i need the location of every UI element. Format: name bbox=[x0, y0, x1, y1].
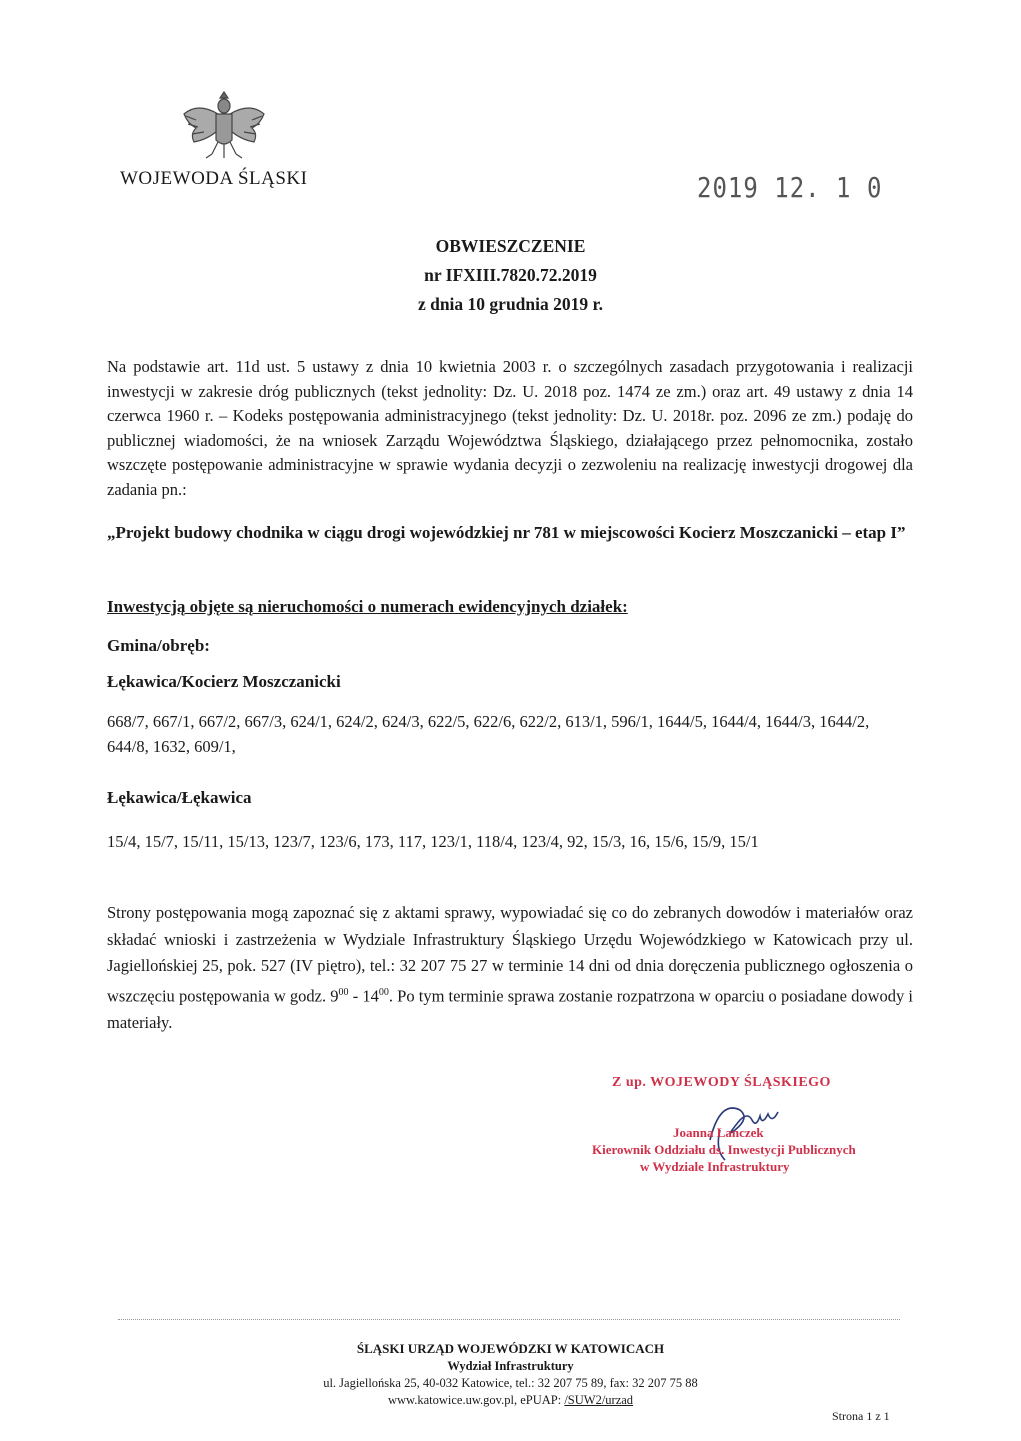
footer-department: Wydział Infrastruktury bbox=[447, 1359, 574, 1373]
investment-heading: Inwestycją objęte są nieruchomości o numerach ewidencyjnych działek: bbox=[107, 597, 628, 616]
signature-authority: Z up. WOJEWODY ŚLĄSKIEGO bbox=[612, 1075, 831, 1090]
plot-numbers-list: 15/4, 15/7, 15/11, 15/13, 123/7, 123/6, 173, 117, 123/1, 118/4, 123/4, 92, 15/3, 16, 15/6, 15/9, 15/1 bbox=[107, 832, 759, 851]
area-name: Łękawica/Łękawica bbox=[107, 788, 252, 807]
signatory-department: w Wydziale Infrastruktury bbox=[640, 1159, 790, 1174]
issuer-name: WOJEWODA ŚLĄSKI bbox=[120, 168, 308, 189]
received-date-stamp: 2019 12. 1 0 bbox=[697, 171, 883, 205]
procedure-paragraph bbox=[107, 900, 913, 1036]
plot-numbers-list: 668/7, 667/1, 667/2, 667/3, 624/1, 624/2, 624/3, 622/5, 622/6, 622/2, 613/1, 596/1, 1644/5, 1644/4, 1644/3, 1644/2, 644/8, 1632, 609/1, bbox=[107, 712, 870, 756]
signatory-role: Kierownik Oddziału ds. Inwestycji Publicznych bbox=[592, 1142, 856, 1157]
gmina-label: Gmina/obręb: bbox=[107, 636, 210, 655]
title-line-1: OBWIESZCZENIE bbox=[435, 236, 586, 256]
signatory-name: Joanna Lanczek bbox=[673, 1125, 764, 1140]
document-title bbox=[0, 232, 1021, 319]
polish-eagle-emblem-icon bbox=[178, 84, 270, 164]
footer-divider bbox=[118, 1319, 900, 1320]
footer-institution: ŚLĄSKI URZĄD WOJEWÓDZKI W KATOWICACH bbox=[356, 1341, 665, 1356]
legal-basis-paragraph: Na podstawie art. 11d ust. 5 ustawy z dnia 10 kwietnia 2003 r. o szczególnych zasadach przygotowania i realizacji inwestycji w zakresie dróg publicznych (tekst jednolity: Dz. U. 2018 poz. 1474 ze zm.) oraz art. 49 ustawy z dnia 14 czerwca 1960 r. – Kodeks postępowania administracyjnego (tekst jednolity: Dz. U. 2018r. poz. 2096 ze zm.) podaję do publicznej wiadomości, że na wniosek Zarządu Województwa Śląskiego, działającego przez pełnomocnika, zostało wszczęte postępowanie administracyjne w sprawie wydania decyzji o zezwoleniu na realizację inwestycji drogowej dla zadania pn.: bbox=[107, 357, 913, 499]
footer-address: ul. Jagiellońska 25, 40-032 Katowice, tel.: 32 207 75 89, fax: 32 207 75 88 bbox=[323, 1376, 698, 1390]
area-name: Łękawica/Kocierz Moszczanicki bbox=[107, 672, 341, 691]
page-number: Strona 1 z 1 bbox=[832, 1409, 890, 1423]
hour-to-superscript: 00 bbox=[378, 986, 389, 998]
hour-from-superscript: 00 bbox=[338, 986, 349, 998]
footer-web bbox=[0, 1392, 1021, 1409]
procedure-text-end: . Po tym terminie sprawa zostanie rozpatrzona w oparciu o posiadane dowody i materiały. bbox=[107, 986, 913, 1032]
title-line-3: z dnia 10 grudnia 2019 r. bbox=[417, 294, 604, 314]
footer-web-text: www.katowice.uw.gov.pl, ePUAP: bbox=[387, 1393, 565, 1407]
epuap-link[interactable]: /SUW2/urzad bbox=[564, 1393, 634, 1407]
procedure-text: Strony postępowania mogą zapoznać się z aktami sprawy, wypowiadać się co do zebranych dowodów i materiałów oraz składać wnioski i zastrzeżenia w Wydziale Infrastruktury Śląskiego Urzędu Wojewódzkiego w Katowicach przy ul. Jagiellońskiej 25, pok. 527 (IV piętro), tel.: 32 207 75 27 w terminie 14 dni od dnia doręczenia publicznego ogłoszenia o wszczęciu postępowania w godz. 9 bbox=[107, 903, 913, 1005]
project-name: „Projekt budowy chodnika w ciągu drogi wojewódzkiej nr 781 w miejscowości Kocierz Moszczanicki – etap I” bbox=[107, 523, 906, 542]
hour-separator: - 14 bbox=[348, 986, 379, 1005]
title-line-2: nr IFXIII.7820.72.2019 bbox=[424, 265, 597, 285]
